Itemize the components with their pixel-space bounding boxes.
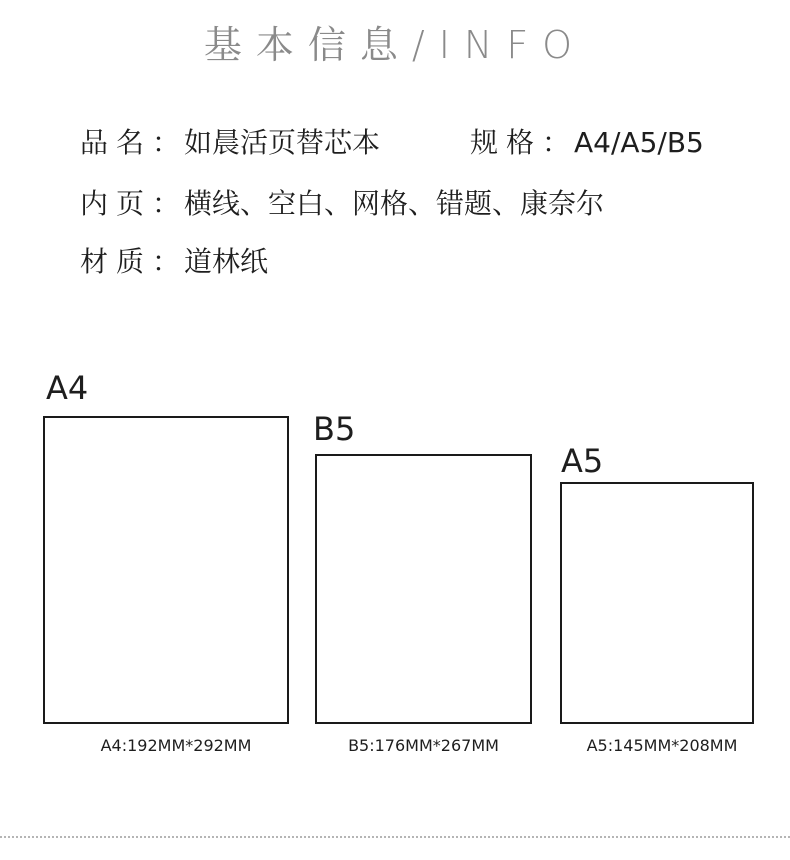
a4-dimensions: A4:192MM*292MM — [100, 736, 252, 755]
inner-pages-row — [80, 186, 604, 222]
dotted-divider — [0, 836, 790, 838]
inner-pages-label: 内页 — [80, 187, 153, 220]
product-name-value: 如晨活页替芯本 — [184, 126, 381, 159]
inner-pages-value: 横线、空白、网格、错题、康奈尔 — [184, 187, 605, 220]
product-name-label: 品名 — [80, 126, 153, 159]
a5-dimensions: A5:145MM*208MM — [586, 736, 738, 755]
spec-colon: ： — [542, 126, 571, 159]
section-heading: 基本信息/INFO — [203, 23, 587, 67]
material-colon: ： — [152, 245, 181, 278]
material-value: 道林纸 — [184, 245, 269, 278]
spec-value: A4/A5/B5 — [574, 126, 704, 159]
b5-sheet-outline — [315, 454, 532, 724]
a4-sheet-outline — [43, 416, 289, 724]
product-name-colon: ： — [152, 126, 181, 159]
material-row — [80, 244, 268, 280]
material-label: 材质 — [80, 245, 153, 278]
product-name-row — [80, 125, 380, 161]
a4-size-label: A4 — [46, 369, 89, 407]
a5-size-label: A5 — [561, 442, 604, 480]
spec-row — [470, 125, 704, 161]
a5-sheet-outline — [560, 482, 754, 724]
inner-pages-colon: ： — [152, 187, 181, 220]
spec-label: 规格 — [470, 126, 543, 159]
b5-dimensions: B5:176MM*267MM — [348, 736, 499, 755]
b5-size-label: B5 — [313, 410, 356, 448]
